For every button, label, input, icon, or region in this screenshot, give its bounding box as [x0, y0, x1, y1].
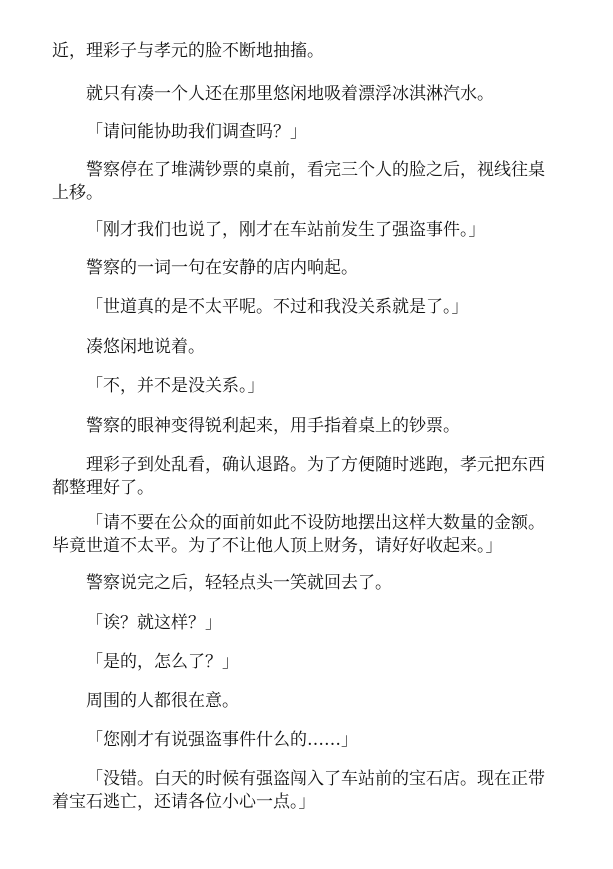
paragraph-15: 「是的，怎么了？」: [86, 652, 239, 672]
paragraph-11: 理彩子到处乱看，确认退路。为了方便随时逃跑，孝元把东西都整理好了。: [52, 455, 545, 498]
paragraph-17: 「您刚才有说强盗事件什么的……」: [86, 730, 358, 750]
paragraph-9: 「不，并不是没关系。」: [86, 376, 265, 396]
paragraph-3: 「请问能协助我们调查吗？」: [86, 122, 307, 142]
paragraph-5: 「刚才我们也说了，刚才在车站前发生了强盗事件。」: [86, 220, 486, 240]
paragraph-13: 警察说完之后，轻轻点头一笑就回去了。: [86, 573, 392, 593]
paragraph-10: 警察的眼神变得锐利起来，用手指着桌上的钞票。: [86, 416, 460, 436]
paragraph-6: 警察的一词一句在安静的店内响起。: [86, 258, 358, 278]
paragraph-2: 就只有凑一个人还在那里悠闲地吸着漂浮冰淇淋汽水。: [86, 84, 494, 104]
paragraph-18: 「没错。白天的时候有强盗闯入了车站前的宝石店。现在正带着宝石逃亡，还请各位小心一点。」: [52, 769, 545, 812]
paragraph-14: 「诶？就这样？」: [86, 613, 222, 633]
paragraph-12: 「请不要在公众的面前如此不设防地摆出这样大数量的金额。毕竟世道不太平。为了不让他人顶上财务，请好好收起来。」: [52, 513, 545, 556]
paragraph-4: 警察停在了堆满钞票的桌前，看完三个人的脸之后，视线往桌上移。: [52, 160, 545, 203]
paragraph-7: 「世道真的是不太平呢。不过和我没关系就是了。」: [86, 297, 469, 317]
paragraph-16: 周围的人都很在意。: [86, 691, 239, 711]
paragraph-1: 近，理彩子与孝元的脸不断地抽搐。: [52, 41, 324, 61]
paragraph-8: 凑悠闲地说着。: [86, 337, 205, 357]
